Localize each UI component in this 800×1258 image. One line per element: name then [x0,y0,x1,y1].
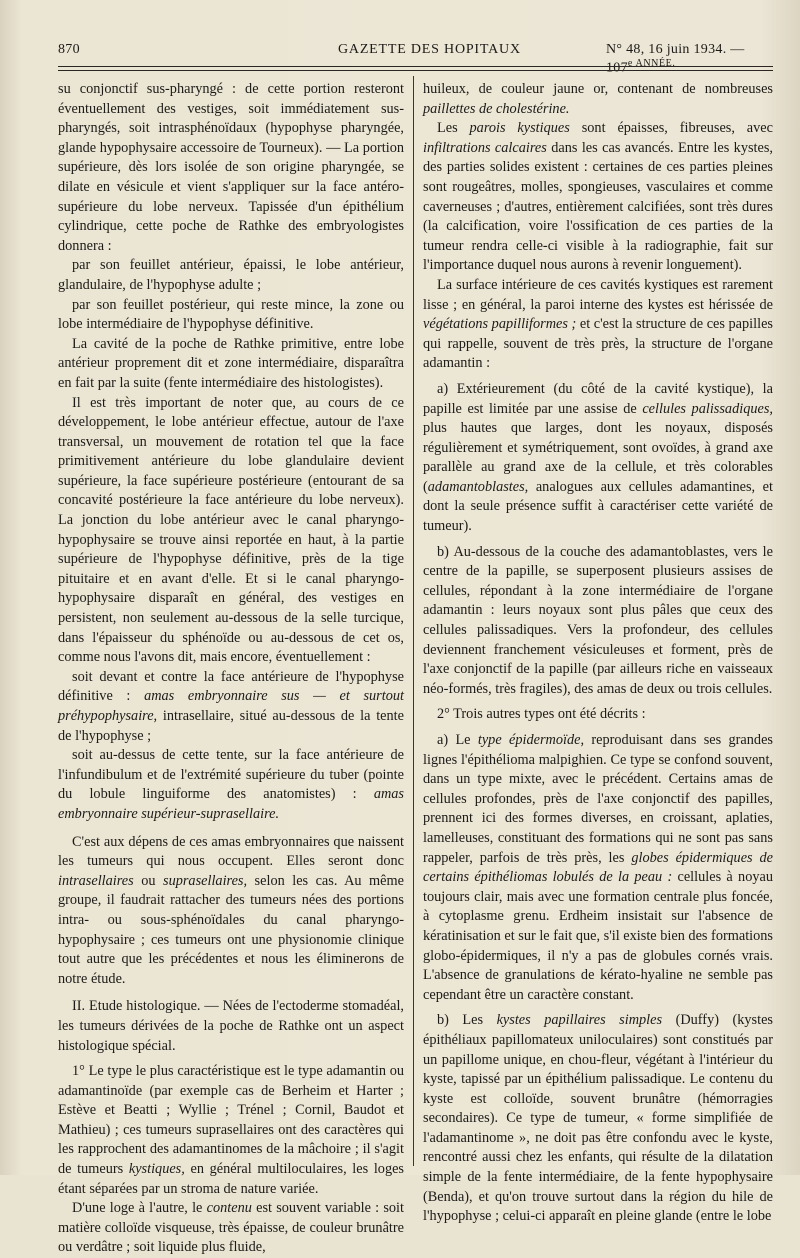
paragraph: b) Les kystes papillaires simples (Duffy) (kystes épithéliaux papillomateux uniloculaires) sont constitués par un papillome unique, en chou-fleur, végétant à l'intérieur du kyste, tapissé par un épithélium palissadique. Le contenu du kyste est colloïde, souvent brunâtre (hémorragies secondaires). Ce type de tumeur, « forme simplifiée de l'adamantinome », ne doit pas être confondu avec le kyste, rencontré aussi chez les enfants, qui résulte de la dilatation simple de la fente intermédiaire, de la fente hypophysaire (Benda), et qu'on trouve surtout dans la région du hile de l'hypophyse ; celui-ci apparaît en pleine glande (entre le lobe [423,1012,773,1225]
paragraph: su conjonctif sus-pharyngé : de cette portion resteront éventuellement des vestiges, soit immédiatement sus-pharyngés, soit intrasphénoïdaux (hypophyse pharyngée, glande hypophysaire accessoire de Tourneux). — La portion supérieure, dès lors isolée de son origine pharyngée, se dilate en vésicule et vient s'appliquer sur la face antéro-supérieure du lobe nerveux. Tapissée d'un épithélium cylindrique, cette poche de Rathke des embryologistes donnera : [58,81,404,254]
paragraph: C'est aux dépens de ces amas embryonnaires que naissent les tumeurs qui nous occupent. Elles seront donc intrasellaires ou suprasellaires, selon les cas. Au même groupe, il faudrait rattacher des tumeurs nées des portions intra- ou sous-sphénoïdales du canal pharyngo-hypophysaire ; ces tumeurs ont une physionomie clinique tout autre que les précédentes et nous les éliminerons de notre étude. [58,833,404,987]
paragraph: La cavité de la poche de Rathke primitive, entre lobe antérieur proprement dit et zone intermédiaire, disparaîtra en fait par la suite (fente intermédiaire des histologistes). [58,335,404,391]
column-divider [413,76,414,1166]
paragraph: a) Extérieurement (du côté de la cavité kystique), la papille est limitée par une assise de cellules palissadiques, plus hautes que larges, dont les noyaux, disposés régulièrement et symétriquement, sont ovoïdes, à grand axe parallèle au grand axe de la cellule, et très colorables (adamantoblastes, analogues aux cellules adamantines, et dont la seule présence suffit à caractériser cette variété de tumeur). [423,380,773,535]
paragraph: soit au-dessus de cette tente, sur la face antérieure de l'infundibulum et de l'extrémité supérieure du tuber (pointe du lobule linguiforme des anatomistes) : amas embryonnaire supérieur-suprasellaire. [58,747,404,822]
paragraph: par son feuillet postérieur, qui reste mince, la zone ou lobe intermédiaire de l'hypophyse définitive. [58,296,404,333]
paragraph: 1° Le type le plus caractéristique est le type adamantin ou adamantinoïde (par exemple cas de Berheim et Harter ; Estève et Beatti ; Wyllie ; Trénel ; Cornil, Baudot et Mathieu) ; ces tumeurs suprasellaires ont des caractères qui les rapprochent des adamantinomes de la mâchoire ; il s'agit de tumeurs kystiques, en général multiloculaires, les loges étant séparées par un stroma de nature variée. [58,1063,405,1197]
header-rule-thin [58,70,773,71]
issue-info [606,42,770,77]
paragraph: D'une loge à l'autre, le contenu est souvent variable : soit matière colloïde visqueuse, très épaisse, de couleur brunâtre ou verdâtre ; soit liquide plus fluide, [58,1200,404,1256]
paragraph: Il est très important de noter que, au cours de ce développement, le lobe antérieur effectue, autour de l'axe transversal, un mouvement de rotation tel que la face primitivement antérieure du lobe glandulaire devient supérieure, la face supérieure postérieure (entourant de sa concavité postérieure la face antérieure du lobe nerveux). La jonction du lobe antérieur avec le canal pharyngo-hypophysaire se trouve ainsi reportée en haut, à la partie supérieure de l'hypophyse définitive, près de la tige pituitaire et en avant d'elle. Et si le canal pharyngo-hypophysaire disparaît en général, des vestiges en persistent, non seulement au-dessous de la selle turcique, dans l'épaisseur du sphénoïde ou au-dessous de cet os, comme nous l'avons dit, mais encore, éventuellement : [58,394,404,666]
journal-title: GAZETTE DES HOPITAUX [338,42,521,57]
page-header [58,42,770,76]
paragraph: a) Le type épidermoïde, reproduisant dans ses grandes lignes l'épithélioma malpighien. Ce type se confond souvent, dans un type mixte, avec le précédent. Certains amas de cellules profondes, près de l'axe conjonctif des papilles, prennent ici des formes diverses, en croissant, aplaties, lamelleuses, constituant des formations qui ne sont pas sans rappeler, parfois de très près, les globes épidermiques de certains épithéliomas lobulés de la peau : cellules à noyau toujours clair, mais avec une formation centrale plus foncée, à cytoplasme grenu. Erdheim insistait sur l'absence de kératinisation et sur le fait que, s'il existe bien des formations globo-épidermiques, il n'y a pas de globules cornés vrais. L'absence de granulations de kérato-hyaline ne semble pas cependant être un caractère constant. [423,732,773,1003]
section-heading-paragraph: II. Etude histologique. — Nées de l'ectoderme stomadéal, les tumeurs dérivées de la poche de Rathke ont un aspect histologique spécial. [58,998,404,1054]
paragraph: La surface intérieure de ces cavités kystiques est rarement lisse ; en général, la paroi interne des kystes est hérissée de végétations papilliformes ; et c'est la structure de ces papilles qui rappelle, souvent de très près, la structure de l'organe adamantin : [423,276,773,372]
page-number: 870 [58,42,80,57]
issue-date: N° 48, 16 juin 1934. — 107 [606,42,745,76]
issue-year-suffix: e ANNÉE. [627,58,676,69]
paragraph: Les parois kystiques sont épaisses, fibreuses, avec infiltrations calcaires dans les cas avancés. Entre les kystes, des parties solides existent : certaines de ces parties pleines sont rougeâtres, molles, spongieuses, vasculaires et comme caverneuses ; d'autres, entièrement calcifiées, sont très dures (la calcification, voire l'ossification de ces parties de la tumeur rendra celle-ci visible à la radiographie, fait sur l'importance duquel nous aurons à revenir longuement). [423,120,773,274]
paragraph: soit devant et contre la face antérieure de l'hypophyse définitive : amas embryonnaire sus — et surtout préhypophysaire, intrasellaire, situé au-dessous de la tente de l'hypophyse ; [58,668,404,744]
paragraph: b) Au-dessous de la couche des adamantoblastes, vers le centre de la papille, se superposent plusieurs assises de cellules, répondant à la zone intermédiaire de l'organe adamantin : leurs noyaux sont plus pâles que ceux des cellules palissadiques. Vers la profondeur, des cellules deviennent franchement vésiculeuses et forment, près de l'axe conjonctif de la papille (par ailleurs riche en vaisseaux néo-formés, très fragiles), des amas de deux ou trois cellules. [423,543,773,697]
paragraph: par son feuillet antérieur, épaissi, le lobe antérieur, glandulaire, de l'hypophyse adulte ; [58,257,404,293]
right-column [423,80,773,1227]
paragraph: 2° Trois autres types ont été décrits : [437,706,646,723]
left-column [58,80,404,1258]
header-rule-thick [58,66,773,67]
paragraph: huileux, de couleur jaune or, contenant de nombreuses paillettes de cholestérine. [423,81,773,117]
